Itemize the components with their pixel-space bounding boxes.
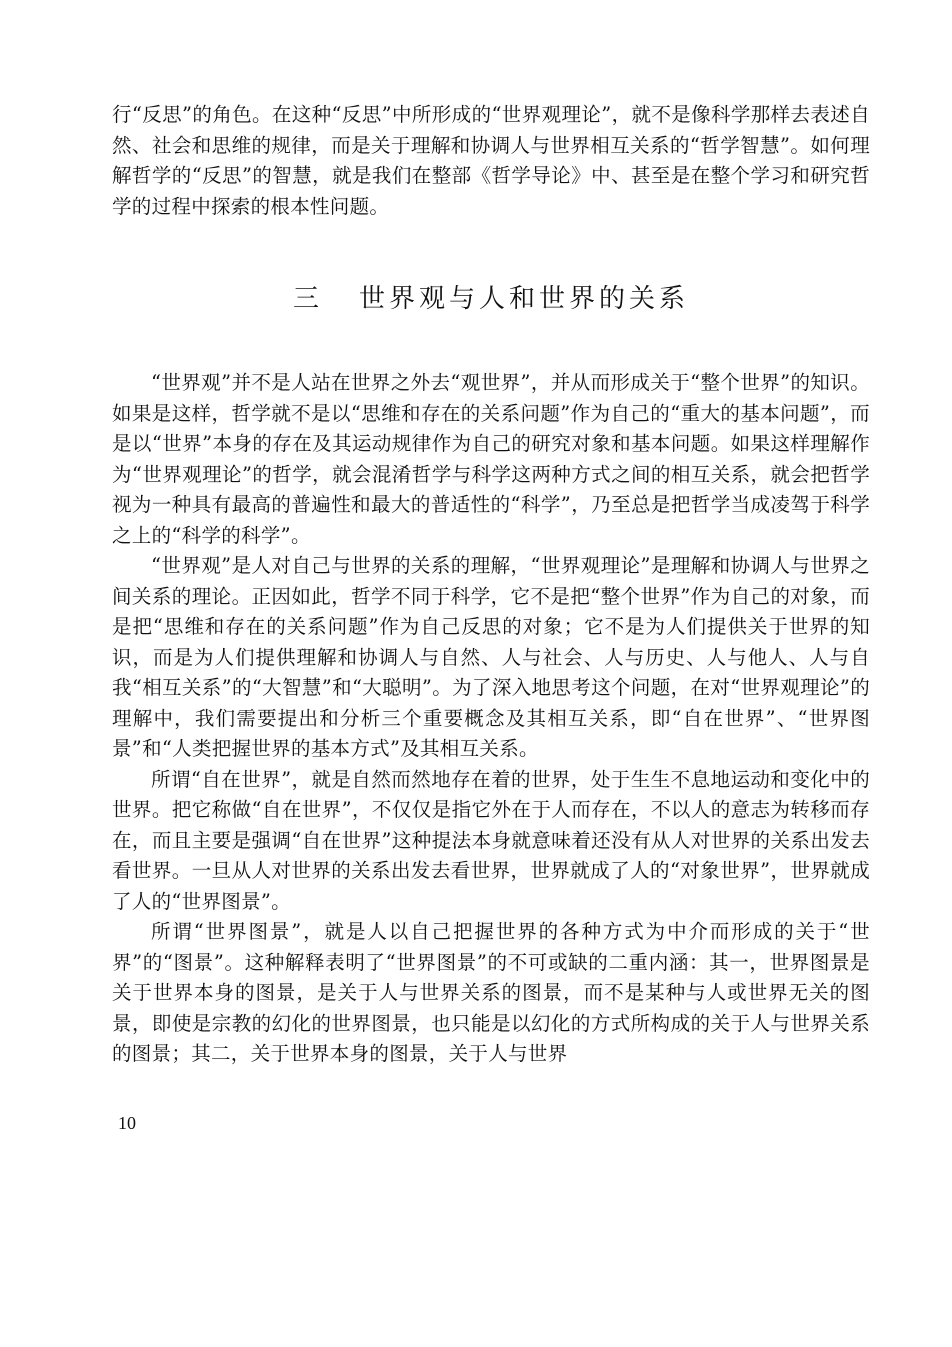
section-title: 世界观与人和世界的关系 <box>359 284 690 314</box>
section-heading <box>112 278 870 315</box>
body-paragraph-2: “世界观”是人对自己与世界的关系的理解，“世界观理论”是理解和协调人与世界之间关系的理论。正因如此，哲学不同于科学，它不是把“整个世界”作为自己的对象，而是把“思维和存在的关系问题”作为自己反思的对象；它不是为人们提供关于世界的知识，而是为人们提供理解和协调人与自然、人与社会、人与历史、人与他人、人与自我“相互关系”的“大智慧”和“大聪明”。为了深入地思考这个问题，在对“世界观理论”的理解中，我们需要提出和分析三个重要概念及其相互关系，即“自在世界”、“世界图景”和“人类把握世界的基本方式”及其相互关系。 <box>112 554 870 760</box>
body-paragraph-3: 所谓“自在世界”，就是自然而然地存在着的世界，处于生生不息地运动和变化中的世界。把它称做“自在世界”，不仅仅是指它外在于人而存在，不以人的意志为转移而存在，而且主要是强调“自在世界”这种提法本身就意味着还没有从人对世界的关系出发去看世界。一旦从人对世界的关系出发去看世界，世界就成了人的“对象世界”，世界就成了人的“世界图景”。 <box>112 767 870 913</box>
page-number: 10 <box>118 1113 136 1133</box>
intro-paragraph: 行“反思”的角色。在这种“反思”中所形成的“世界观理论”，就不是像科学那样去表述自然、社会和思维的规律，而是关于理解和协调人与世界相互关系的“哲学智慧”。如何理解哲学的“反思”的智慧，就是我们在整部《哲学导论》中、甚至是在整个学习和研究哲学的过程中探索的根本性问题。 <box>112 103 870 218</box>
body-paragraph-1: “世界观”并不是人站在世界之外去“观世界”，并从而形成关于“整个世界”的知识。如果是这样，哲学就不是以“思维和存在的关系问题”作为自己的“重大的基本问题”，而是以“世界”本身的存在及其运动规律作为自己的研究对象和基本问题。如果这样理解作为“世界观理论”的哲学，就会混淆哲学与科学这两种方式之间的相互关系，就会把哲学视为一种具有最高的普遍性和最大的普适性的“科学”，乃至总是把哲学当成凌驾于科学之上的“科学的科学”。 <box>112 371 870 547</box>
body-paragraph-4: 所谓“世界图景”，就是人以自己把握世界的各种方式为中介而形成的关于“世界”的“图景”。这种解释表明了“世界图景”的不可或缺的二重内涵：其一，世界图景是关于世界本身的图景，是关于人与世界关系的图景，而不是某种与人或世界无关的图景，即使是宗教的幻化的世界图景，也只能是以幻化的方式所构成的关于人与世界关系的图景；其二，关于世界本身的图景，关于人与世界 <box>112 920 870 1065</box>
section-number: 三 <box>292 284 323 314</box>
section-body <box>112 368 870 1070</box>
intro-text-block <box>112 100 870 222</box>
